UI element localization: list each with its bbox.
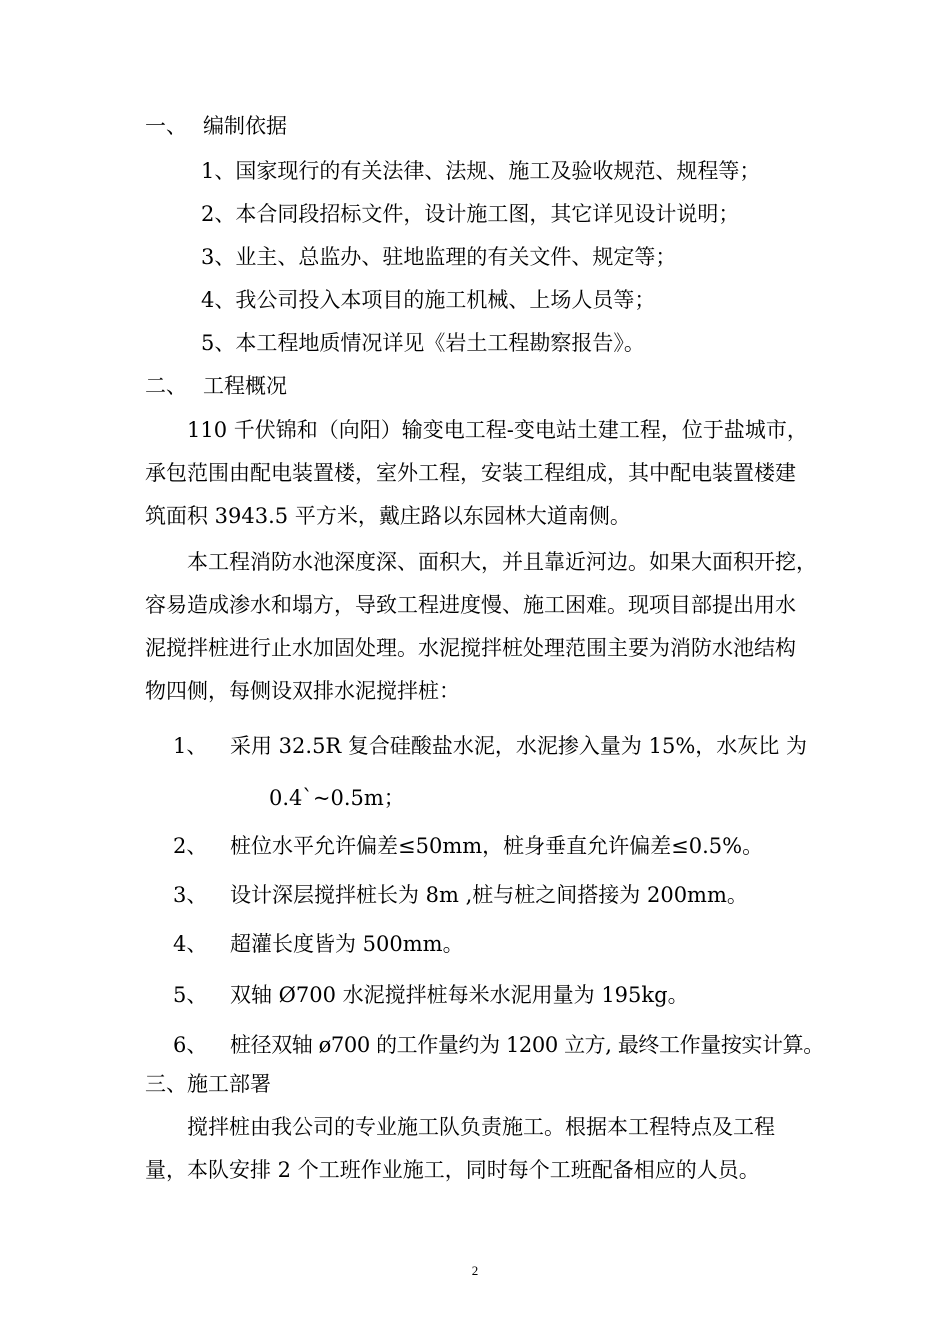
item-text: 超灌长度皆为 500mm。 — [230, 932, 464, 956]
paragraph-line: 容易造成渗水和塌方，导致工程进度慢、施工困难。现项目部提出用水 — [145, 593, 796, 617]
basis-item: 3、业主、总监办、驻地监理的有关文件、规定等； — [201, 245, 677, 269]
section-title: 工程概况 — [203, 374, 287, 398]
paragraph-line: 承包范围由配电装置楼，室外工程，安装工程组成，其中配电装置楼建 — [145, 461, 796, 485]
pile-item-continuation: 0.4`~0.5m； — [269, 786, 405, 810]
paragraph-line: 物四侧，每侧设双排水泥搅拌桩： — [145, 679, 460, 703]
item-number: 2、 — [173, 834, 208, 858]
item-number: 4、 — [173, 932, 208, 956]
item-text: 设计深层搅拌桩长为 8m ,桩与桩之间搭接为 200mm。 — [230, 883, 748, 907]
item-number: 6、 — [173, 1033, 208, 1057]
item-text: 桩径双轴 ø700 的工作量约为 1200 立方, 最终工作量按实计算。 — [230, 1033, 824, 1057]
page-number: 2 — [471, 1263, 479, 1278]
basis-item: 5、本工程地质情况详见《岩土工程勘察报告》。 — [201, 331, 645, 355]
paragraph-line: 110 千伏锦和（向阳）输变电工程-变电站土建工程，位于盐城市， — [187, 418, 808, 442]
section-title: 编制依据 — [203, 114, 287, 138]
basis-item: 4、我公司投入本项目的施工机械、上场人员等； — [201, 288, 656, 312]
basis-item: 1、国家现行的有关法律、法规、施工及验收规范、规程等； — [201, 159, 761, 183]
paragraph-line: 量，本队安排 2 个工班作业施工，同时每个工班配备相应的人员。 — [145, 1158, 760, 1182]
paragraph-line: 本工程消防水池深度深、面积大，并且靠近河边。如果大面积开挖， — [187, 550, 817, 574]
section-number: 一、 — [145, 114, 187, 138]
item-number: 1、 — [173, 734, 208, 758]
basis-item: 2、本合同段招标文件，设计施工图，其它详见设计说明； — [201, 202, 740, 226]
item-number: 5、 — [173, 983, 208, 1007]
item-text: 桩位水平允许偏差≤50mm，桩身垂直允许偏差≤0.5%。 — [230, 834, 764, 858]
section-number: 二、 — [145, 374, 187, 398]
paragraph-line: 筑面积 3943.5 平方米，戴庄路以东园林大道南侧。 — [145, 504, 631, 528]
item-text: 双轴 Ø700 水泥搅拌桩每米水泥用量为 195kg。 — [230, 983, 689, 1007]
section-heading-deployment: 三、施工部署 — [145, 1072, 271, 1096]
item-number: 3、 — [173, 883, 208, 907]
paragraph-line: 搅拌桩由我公司的专业施工队负责施工。根据本工程特点及工程 — [187, 1115, 775, 1139]
item-text: 采用 32.5R 复合硅酸盐水泥，水泥掺入量为 15%，水灰比 为 — [230, 734, 807, 758]
paragraph-line: 泥搅拌桩进行止水加固处理。水泥搅拌桩处理范围主要为消防水池结构 — [145, 636, 796, 660]
